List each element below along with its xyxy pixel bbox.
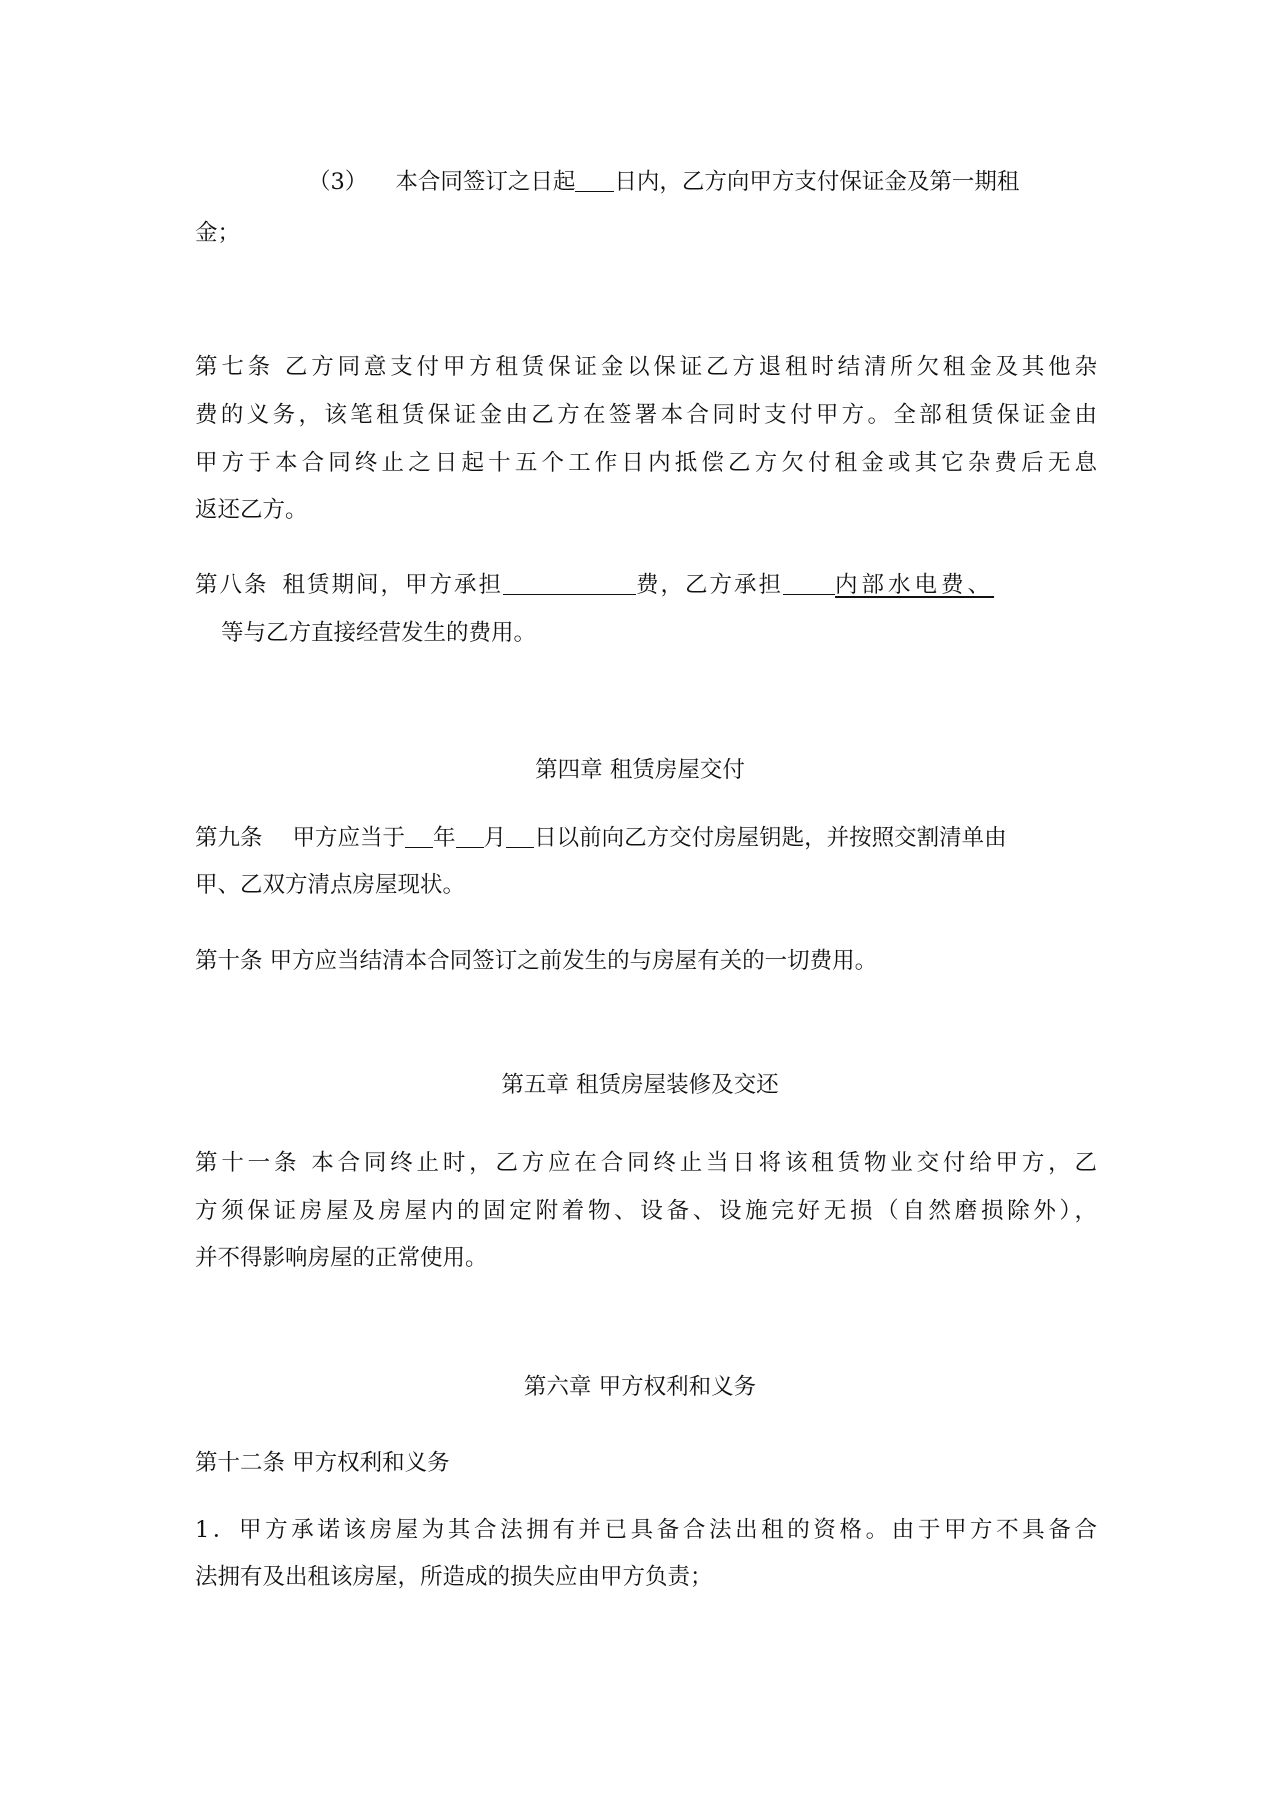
article-11-line-2: 方须保证房屋及房屋内的固定附着物、设备、设施完好无损（自然磨损除外）， [195,1198,1097,1224]
tenant-fee-underline-lead [783,570,835,595]
article-12-item-1-line-2: 法拥有及出租该房屋，所造成的损失应由甲方负责； [195,1564,713,1590]
chapter-5-title: 第五章 租赁房屋装修及交还 [501,1072,779,1098]
article-12-title: 第十二条 甲方权利和义务 [195,1450,450,1476]
article-8-text-1: 租赁期间，甲方承担 [282,572,504,598]
clause-3-prefix: （3） [308,169,368,195]
clause-3-continuation: 金； [195,220,241,246]
article-7-line-1: 第七条 乙方同意支付甲方租赁保证金以保证乙方退租时结清所欠租金及其他杂 [195,354,1097,380]
days-blank-field[interactable] [575,167,614,192]
article-8-line-1 [195,568,1097,602]
clause-3-text-after: 日内，乙方向甲方支付保证金及第一期租 [614,169,1020,195]
article-10-text: 第十条 甲方应当结清本合同签订之前发生的与房屋有关的一切费用。 [195,948,878,974]
clause-3-line [195,165,1097,199]
year-label: 年 [433,825,456,851]
article-9-text-1: 甲方应当于 [292,825,406,851]
article-11-line-3: 并不得影响房屋的正常使用。 [195,1245,488,1271]
article-11-line-1: 第十一条 本合同终止时，乙方应在合同终止当日将该租赁物业交付给甲方，乙 [195,1150,1097,1176]
year-blank-field[interactable] [405,823,433,848]
day-blank-field[interactable] [506,823,534,848]
chapter-4-title: 第四章 租赁房屋交付 [535,757,745,783]
article-9-line-1 [195,821,1097,855]
clause-3-text-before: 本合同签订之日起 [395,169,576,195]
chapter-6-title: 第六章 甲方权利和义务 [523,1374,757,1400]
month-blank-field[interactable] [456,823,484,848]
article-9-label: 第九条 [195,825,263,851]
article-9-continuation: 甲、乙双方清点房屋现状。 [195,872,466,898]
article-8-continuation: 等与乙方直接经营发生的费用。 [221,620,537,646]
article-7-line-2: 费的义务，该笔租赁保证金由乙方在签署本合同时支付甲方。全部租赁保证金由 [195,402,1097,428]
article-8-label: 第八条 [195,572,269,598]
article-9-text-2: 日以前向乙方交付房屋钥匙，并按照交割清单由 [534,825,1007,851]
article-7-line-4: 返还乙方。 [195,497,308,523]
month-label: 月 [483,825,507,851]
article-8-text-2: 费，乙方承担 [636,572,784,598]
article-7-line-3: 甲方于本合同终止之日起十五个工作日内抵偿乙方欠付租金或其它杂费后无息 [195,450,1097,476]
landlord-fee-blank-field[interactable] [503,570,636,595]
tenant-fee-value[interactable]: 内部水电费、 [835,572,995,598]
article-12-item-1-line-1: 1．甲方承诺该房屋为其合法拥有并已具备合法出租的资格。由于甲方不具备合 [195,1517,1097,1543]
